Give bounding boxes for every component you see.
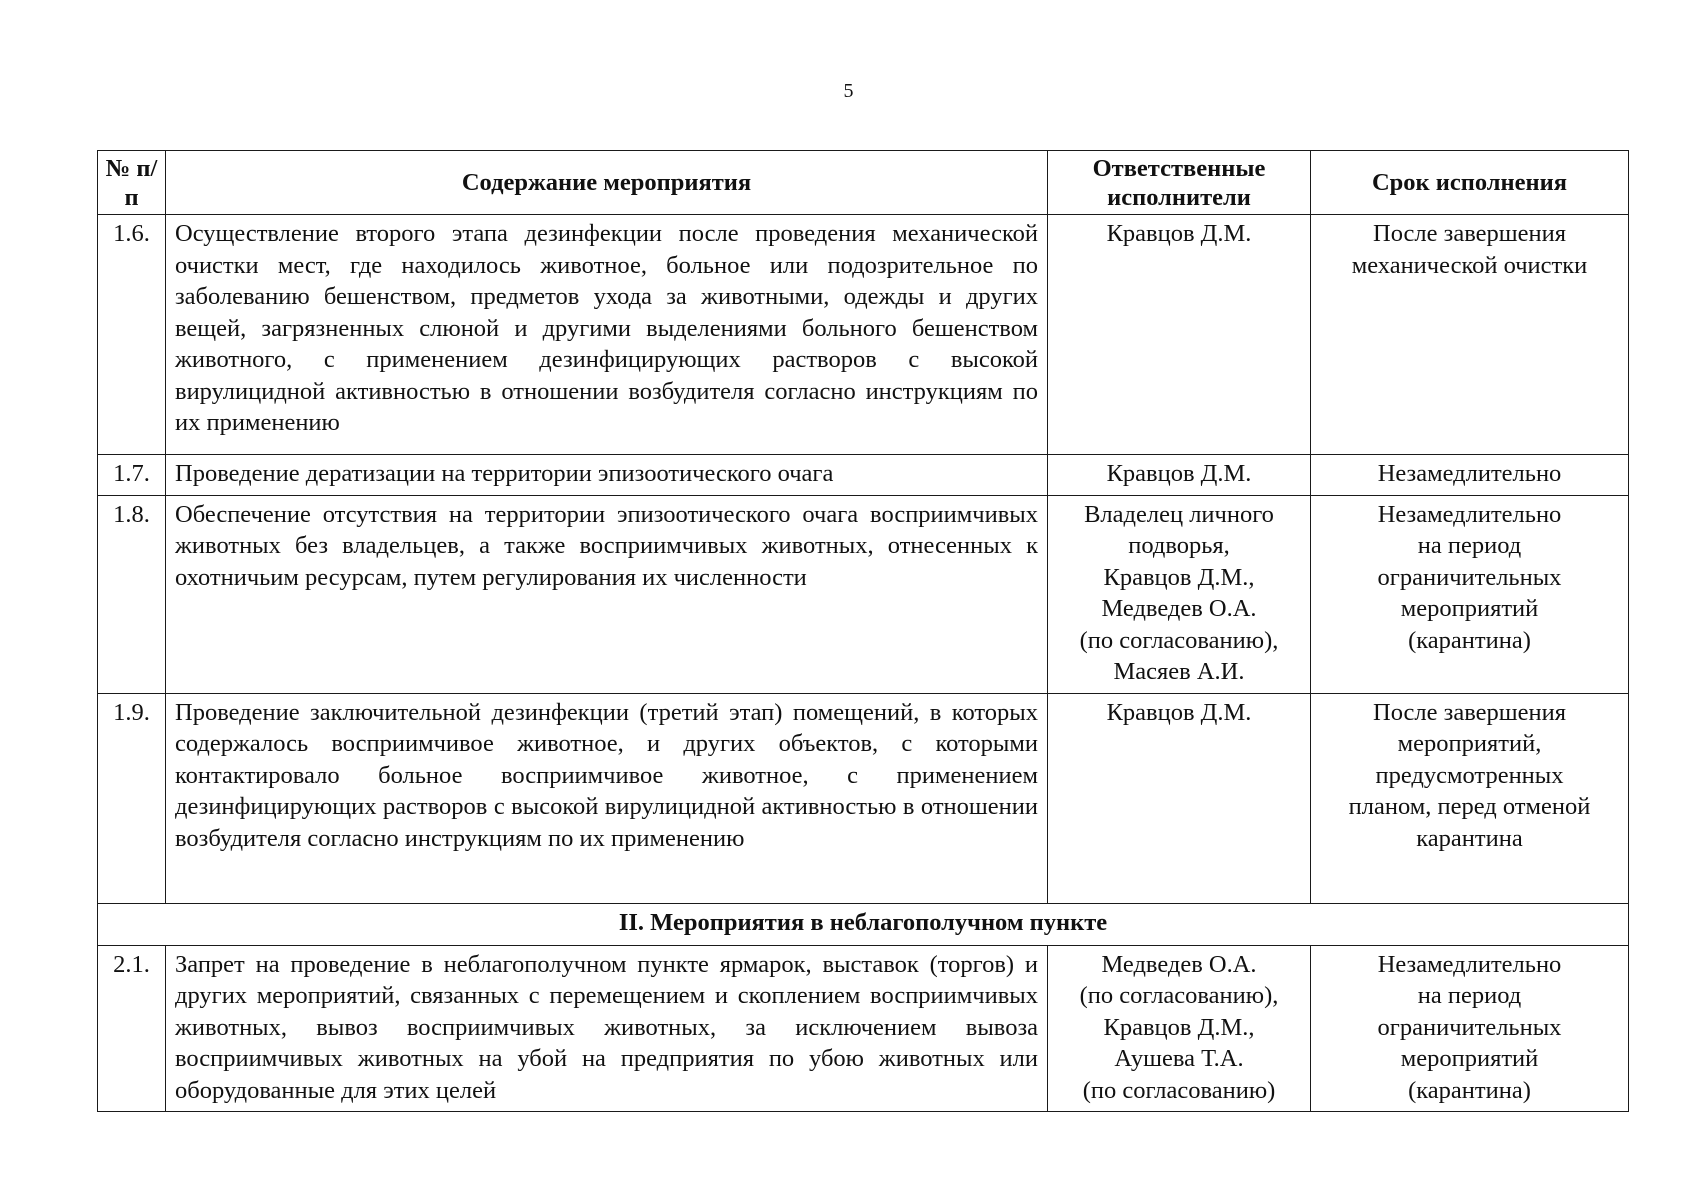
row-content-text: Проведение заключительной дезинфекции (третий этап) помещений, в которых содержалось восприимчивое животное, и других объектов, с которыми контактировало больное восприимчивое животное, с применением дезинфицирующих растворов с высокой вирулицидной активностью в отношении возбудителя согласно инструкциям по их применению: [175, 698, 1038, 852]
table-row: [98, 495, 1629, 693]
table-body: [98, 215, 1629, 1112]
row-term-text: После завершения мероприятий, предусмотренных планом, перед отменой карантина: [1348, 698, 1591, 852]
table-row: [98, 945, 1629, 1112]
row-term-text: Незамедлительно: [1377, 460, 1562, 487]
table-header: [98, 151, 1629, 215]
header-num: № п/п: [98, 151, 166, 215]
header-responsible: Ответственные исполнители: [1048, 151, 1311, 215]
row-responsible-text: Кравцов Д.М.: [1106, 698, 1252, 726]
row-content: [166, 455, 1048, 496]
row-responsible: [1048, 495, 1311, 693]
row-responsible: [1048, 693, 1311, 903]
row-term-text: Незамедлительно на период ограничительных мероприятий (карантина): [1377, 950, 1562, 1104]
row-content-text: Обеспечение отсутствия на территории эпизоотического очага восприимчивых животных без владельцев, а также восприимчивых животных, отнесенных к охотничьим ресурсам, путем регулирования их численности: [175, 500, 1038, 591]
row-responsible: [1048, 945, 1311, 1112]
row-term: [1311, 693, 1629, 903]
row-term: [1311, 455, 1629, 496]
row-content-text: Проведение дератизации на территории эпизоотического очага: [175, 460, 834, 487]
row-responsible-text: Кравцов Д.М.: [1106, 460, 1252, 487]
section-row: [98, 903, 1629, 945]
row-content-text: Осуществление второго этапа дезинфекции после проведения механической очистки мест, где находилось животное, больное или подозрительное по заболеванию бешенством, предметов ухода за животными, одежды и других вещей, загрязненных слюной и другими выделениями больного бешенством животного, с применением дезинфицирующих растворов с высокой вирулицидной активностью в отношении возбудителя согласно инструкциям по их применению: [175, 220, 1038, 436]
row-responsible: [1048, 455, 1311, 496]
row-num: 1.6.: [98, 215, 166, 455]
row-term-text: Незамедлительно на период ограничительных мероприятий (карантина): [1377, 500, 1562, 654]
header-content: Содержание мероприятия: [166, 151, 1048, 215]
table-row: [98, 455, 1629, 496]
page-number: 5: [843, 80, 854, 102]
row-content: [166, 215, 1048, 455]
table-row: [98, 693, 1629, 903]
row-term-text: После завершения механической очистки: [1351, 220, 1588, 279]
row-responsible: [1048, 215, 1311, 455]
row-content: [166, 693, 1048, 903]
row-content: [166, 945, 1048, 1112]
row-term: [1311, 215, 1629, 455]
row-term: [1311, 495, 1629, 693]
row-responsible-text: Медведев О.А. (по согласованию), Кравцов Д.М., Аушева Т.А. (по согласованию): [1079, 950, 1279, 1104]
header-term: Срок исполнения: [1311, 151, 1629, 215]
section-title: II. Мероприятия в неблагополучном пункте: [98, 903, 1629, 945]
row-num: 2.1.: [98, 945, 166, 1112]
row-num: 1.8.: [98, 495, 166, 693]
row-content: [166, 495, 1048, 693]
row-num: 1.7.: [98, 455, 166, 496]
row-content-text: Запрет на проведение в неблагополучном пункте ярмарок, выставок (торгов) и других мероприятий, связанных с перемещением и скоплением восприимчивых животных, вывоз восприимчивых животных, за исключением вывоза восприимчивых животных на убой на предприятия по убою животных или оборудованные для этих целей: [175, 950, 1038, 1104]
activities-table: [97, 150, 1629, 1112]
row-responsible-text: Владелец личного подворья, Кравцов Д.М., Медведев О.А. (по согласованию), Масяев А.И.: [1079, 500, 1279, 685]
row-responsible-text: Кравцов Д.М.: [1106, 220, 1252, 247]
row-num: 1.9.: [98, 693, 166, 903]
table-row: [98, 215, 1629, 455]
row-term: [1311, 945, 1629, 1112]
